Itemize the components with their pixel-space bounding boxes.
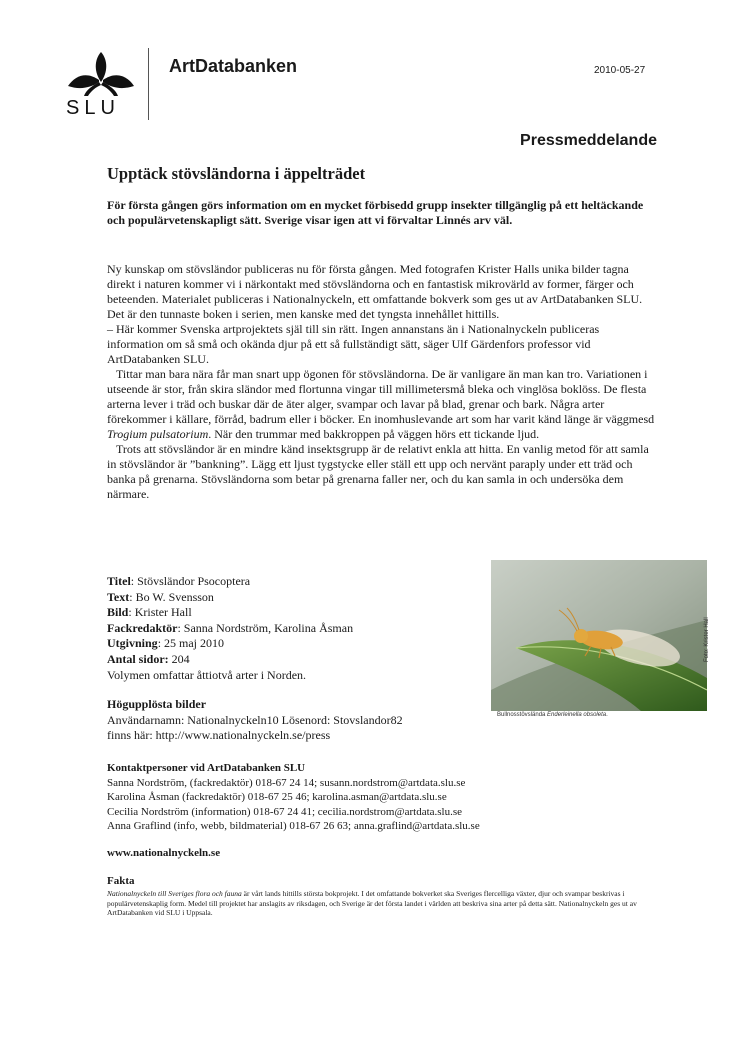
species-name: Trogium pulsatorium bbox=[107, 427, 209, 441]
meta-pages: Antal sidor: 204 bbox=[107, 651, 190, 666]
meta-text: Text: Bo W. Svensson bbox=[107, 589, 214, 604]
article-lead: För första gången görs information om en mycket förbisedd grupp insekter tillgänglig på ett heltäckande och populärvetenskapligt sätt. Sverige visar igen att vi förvaltar Linnés arv väl. bbox=[107, 198, 644, 227]
meta-release: Utgivning: 25 maj 2010 bbox=[107, 636, 225, 651]
document-date: 2010-05-27 bbox=[594, 65, 646, 76]
slu-emblem-icon bbox=[66, 50, 136, 96]
website-link[interactable]: www.nationalnyckeln.se bbox=[107, 847, 221, 859]
slu-logo-text: SLU bbox=[66, 97, 120, 119]
fakta-heading: Fakta bbox=[107, 875, 135, 887]
slu-logo bbox=[66, 50, 136, 101]
photo-caption: Bullnosstövslända Enderleinella obsoleta. bbox=[497, 712, 608, 718]
photo-credit: Foto: Krister Hall bbox=[704, 617, 710, 662]
hires-link[interactable]: finns här: http://www.nationalnyckeln.se/press bbox=[107, 728, 331, 743]
hires-credentials: Användarnamn: Nationalnyckeln10 Lösenord: Stovslandor82 bbox=[107, 712, 403, 727]
article-title: Upptäck stövsländorna i äppelträdet bbox=[107, 164, 366, 183]
contacts-section bbox=[107, 761, 480, 834]
body-paragraph bbox=[107, 442, 655, 502]
contact-line: Cecilia Nordström (information) 018-67 24 41; cecilia.nordstrom@artdata.slu.se bbox=[107, 805, 463, 818]
fakta-section bbox=[107, 875, 655, 918]
book-metadata bbox=[107, 574, 477, 683]
article-body bbox=[107, 262, 655, 502]
meta-volume: Volymen omfattar åttiotvå arter i Norden. bbox=[107, 667, 307, 682]
body-paragraph bbox=[107, 367, 655, 442]
hires-section bbox=[107, 697, 403, 744]
meta-image: Bild: Krister Hall bbox=[107, 605, 192, 620]
contact-line: Karolina Åsman (fackredaktör) 018-67 25 46; karolina.asman@artdata.slu.se bbox=[107, 791, 447, 804]
header-divider bbox=[148, 48, 149, 120]
contact-line: Anna Graflind (info, webb, bildmaterial) 018-67 26 63; anna.graflind@artdata.slu.se bbox=[107, 820, 480, 833]
contact-line: Sanna Nordström, (fackredaktör) 018-67 24 14; susann.nordstrom@artdata.slu.se bbox=[107, 776, 466, 789]
fakta-text: Nationalnyckeln till Sveriges flora och fauna är vårt lands hittills största bokprojekt. I det omfattande bokverket ska Sveriges flercelliga växter, djur och svampar beskrivas i populärvetenskaplig form. Medel till projektet har anslagits av riksdagen, och Sverige är det första landet i världen att beskriva sina arter på detta sätt. Nationalnyckeln ges ut av ArtDatabanken vid SLU i Uppsala. bbox=[107, 889, 637, 917]
contacts-heading: Kontaktpersoner vid ArtDatabanken SLU bbox=[107, 762, 306, 774]
body-text: Tittar man bara nära får man snart upp ögonen för stövsländorna. De är vanligare än man kan tro. Variationen i utseende är stor, från skira sländor med flortunna vingar till millimetersmå bleka och vinglösa boklöss. De flesta arterna lever i träd och buskar där de äter alger, svampar och lavar på blad, grenar och bark. Några arter förekommer i källare, förråd, badrum eller i böcker. En inomhuslevande art som har varit känd länge är väggmesd bbox=[107, 367, 655, 426]
insect-photo bbox=[491, 560, 707, 711]
document-type: Pressmeddelande bbox=[520, 132, 657, 149]
hires-heading: Högupplösta bilder bbox=[107, 697, 207, 711]
body-text: Trots att stövsländor är en mindre känd insektsgrupp är de relativt enkla att hitta. En vanlig metod för att samla in stövsländor är ”bankning”. Lägg ett ljust tygstycke eller ställ ett upp och nervänt paraply under ett träd och banka på grenarna. Stövsländorna som betar på grenarna faller ner, och du kan samla in och undersöka dem närmare. bbox=[107, 442, 649, 501]
meta-title: Titel: Stövsländor Psocoptera bbox=[107, 574, 251, 588]
meta-editor: Fackredaktör: Sanna Nordström, Karolina Åsman bbox=[107, 620, 354, 635]
body-paragraph: Ny kunskap om stövsländor publiceras nu för första gången. Med fotografen Krister Halls unika bilder tagna direkt i naturen kommer vi i närkontakt med stövsländorna och en fantastisk mikrovärld av former, färger och beteenden. Materialet publiceras i Nationalnyckeln, ett omfattande bokverk som ges ut av ArtDatabanken SLU. Det är den tunnaste boken i serien, men kanske med det tyngsta innehållet hittills. bbox=[107, 262, 643, 321]
organization-name: ArtDatabanken bbox=[169, 56, 298, 76]
body-paragraph: – Här kommer Svenska artprojektets själ till sin rätt. Ingen annanstans än i Nationalnyckeln publiceras information om så små och okända djur på ett så fullständigt sätt, säger Ulf Gärdenfors professor vid ArtDatabanken SLU. bbox=[107, 322, 600, 366]
body-text: . När den trummar med bakkroppen på väggen hörs ett tickande ljud. bbox=[208, 427, 540, 441]
